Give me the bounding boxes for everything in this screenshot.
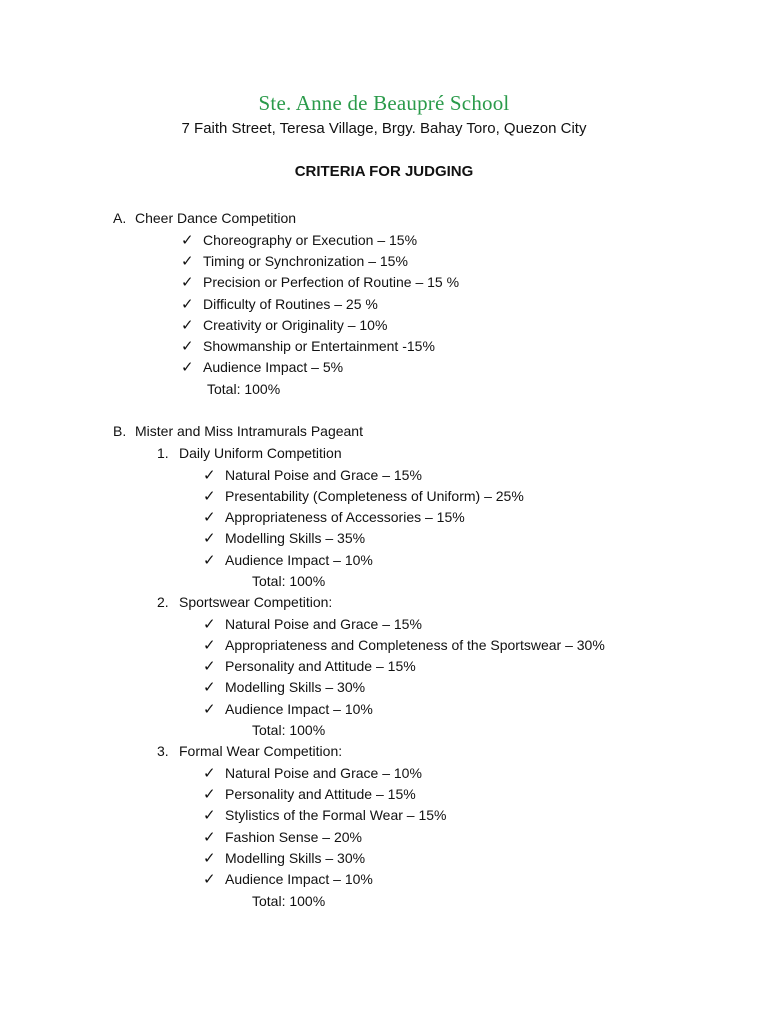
criterion-text: Timing or Synchronization – 15% [203, 253, 408, 269]
criterion-text: Showmanship or Entertainment -15% [203, 338, 435, 354]
document-title: CRITERIA FOR JUDGING [294, 163, 474, 180]
checkmark-icon: ✓ [203, 466, 216, 484]
criterion-text: Choreography or Execution – 15% [203, 232, 418, 248]
list-item [203, 487, 524, 505]
checkmark-icon: ✓ [203, 806, 216, 824]
section-a-marker: A. [113, 210, 127, 226]
checkmark-icon: ✓ [203, 785, 216, 803]
checkmark-icon: ✓ [203, 870, 216, 888]
subsection-marker: 3. [157, 743, 169, 759]
checkmark-icon: ✓ [203, 828, 216, 846]
subsection-total: Total: 100% [252, 893, 326, 909]
section-a-heading [113, 209, 296, 227]
list-item [203, 529, 365, 547]
checkmark-icon: ✓ [203, 615, 216, 633]
list-item [203, 870, 373, 888]
subsection-marker: 1. [157, 445, 169, 461]
section-a-total: Total: 100% [207, 381, 281, 397]
criterion-text: Appropriateness and Completeness of the Sportswear – 30% [225, 637, 605, 653]
criterion-text: Precision or Perfection of Routine – 15 % [203, 274, 460, 290]
subsection-heading [157, 444, 342, 462]
criterion-text: Personality and Attitude – 15% [225, 658, 416, 674]
subsection-total: Total: 100% [252, 573, 326, 589]
school-address: 7 Faith Street, Teresa Village, Brgy. Bahay Toro, Quezon City [181, 120, 587, 137]
list-item [203, 615, 422, 633]
criterion-text: Audience Impact – 10% [225, 552, 373, 568]
checkmark-icon: ✓ [203, 487, 216, 505]
criterion-text: Natural Poise and Grace – 15% [225, 616, 422, 632]
list-item [181, 295, 378, 313]
subsection-total: Total: 100% [252, 722, 326, 738]
section-a-title: Cheer Dance Competition [135, 210, 297, 226]
list-item [203, 700, 373, 718]
criterion-text: Appropriateness of Accessories – 15% [225, 509, 465, 525]
criterion-text: Fashion Sense – 20% [225, 829, 362, 845]
checkmark-icon: ✓ [203, 678, 216, 696]
list-item [203, 678, 365, 696]
criterion-text: Creativity or Originality – 10% [203, 317, 388, 333]
criterion-text: Modelling Skills – 35% [225, 530, 366, 546]
list-item [203, 785, 416, 803]
checkmark-icon: ✓ [181, 316, 194, 334]
checkmark-icon: ✓ [181, 273, 194, 291]
subsection-heading [157, 742, 342, 760]
criterion-text: Audience Impact – 10% [225, 871, 373, 887]
list-item [181, 337, 435, 355]
subsection-heading [157, 593, 332, 611]
checkmark-icon: ✓ [203, 508, 216, 526]
criterion-text: Difficulty of Routines – 25 % [203, 296, 378, 312]
checkmark-icon: ✓ [181, 358, 194, 376]
list-item [181, 252, 408, 270]
criterion-text: Personality and Attitude – 15% [225, 786, 416, 802]
criterion-text: Modelling Skills – 30% [225, 679, 366, 695]
checkmark-icon: ✓ [203, 764, 216, 782]
checkmark-icon: ✓ [203, 636, 216, 654]
checkmark-icon: ✓ [181, 295, 194, 313]
list-item [203, 764, 422, 782]
list-item [203, 828, 362, 846]
subsection-title: Daily Uniform Competition [179, 445, 342, 461]
list-item [181, 273, 459, 291]
list-item [203, 849, 365, 867]
criterion-text: Audience Impact – 5% [203, 359, 344, 375]
criterion-text: Presentability (Completeness of Uniform) – 25% [225, 488, 524, 504]
checkmark-icon: ✓ [181, 337, 194, 355]
checkmark-icon: ✓ [203, 529, 216, 547]
checkmark-icon: ✓ [203, 551, 216, 569]
list-item [181, 358, 343, 376]
criterion-text: Stylistics of the Formal Wear – 15% [225, 807, 447, 823]
criterion-text: Modelling Skills – 30% [225, 850, 366, 866]
section-b-marker: B. [113, 423, 127, 439]
subsection-marker: 2. [157, 594, 169, 610]
criterion-text: Natural Poise and Grace – 10% [225, 765, 422, 781]
checkmark-icon: ✓ [181, 252, 194, 270]
checkmark-icon: ✓ [203, 849, 216, 867]
list-item [181, 231, 417, 249]
checkmark-icon: ✓ [203, 657, 216, 675]
list-item [203, 657, 416, 675]
subsection-title: Sportswear Competition: [179, 594, 333, 610]
list-item [203, 466, 422, 484]
subsection-title: Formal Wear Competition: [179, 743, 343, 759]
criterion-text: Natural Poise and Grace – 15% [225, 467, 422, 483]
checkmark-icon: ✓ [181, 231, 194, 249]
list-item [203, 551, 373, 569]
checkmark-icon: ✓ [203, 700, 216, 718]
section-b-heading [113, 422, 363, 440]
list-item [203, 806, 446, 824]
section-b-title: Mister and Miss Intramurals Pageant [135, 423, 363, 439]
list-item [181, 316, 387, 334]
school-name: Ste. Anne de Beaupré School [258, 91, 510, 115]
criterion-text: Audience Impact – 10% [225, 701, 373, 717]
list-item [203, 636, 605, 654]
list-item [203, 508, 465, 526]
